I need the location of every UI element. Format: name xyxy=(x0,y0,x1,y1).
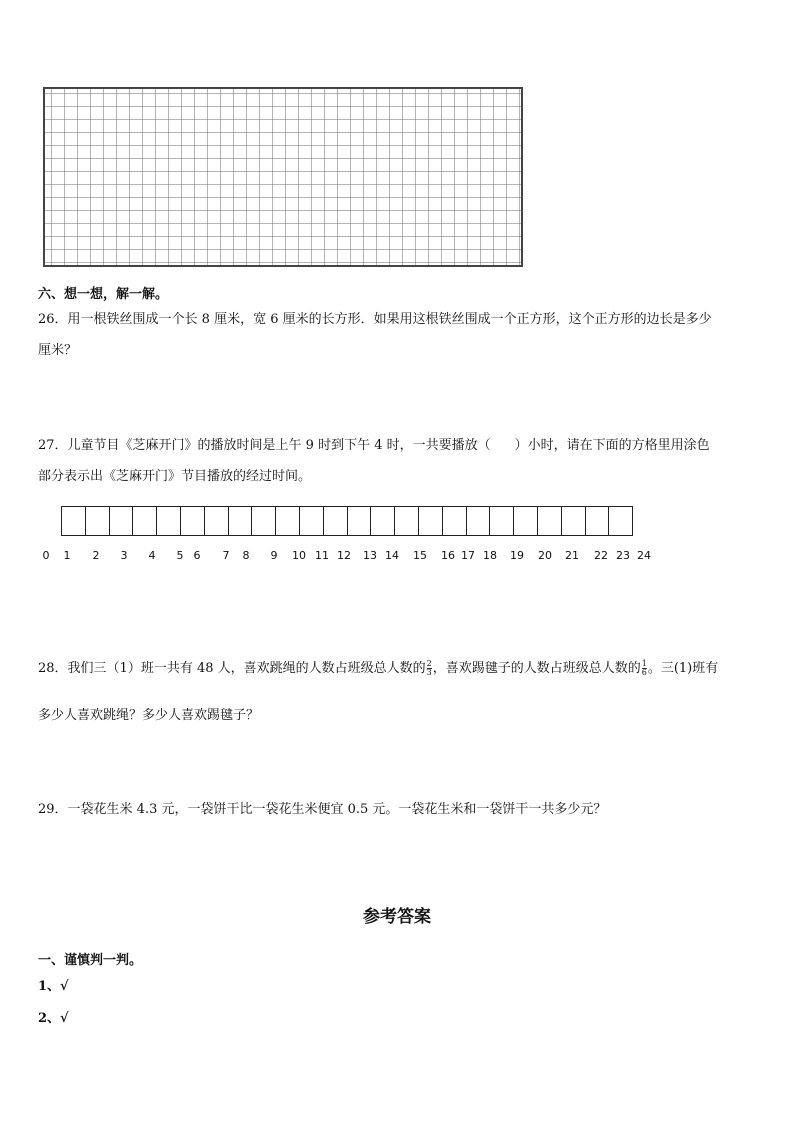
q27-line1-a: 27．儿童节目《芝麻开门》的播放时间是上午 9 时到下午 4 时，一共要播放（ xyxy=(38,438,491,453)
tick-label: 11 xyxy=(315,549,329,562)
tick-label: 21 xyxy=(565,549,579,562)
hour-cell-14[interactable] xyxy=(370,506,395,536)
tick-label: 3 xyxy=(120,549,128,562)
answer-item: 1、√ xyxy=(38,979,69,994)
tick-label: 18 xyxy=(483,549,497,562)
tick-label: 20 xyxy=(538,549,552,562)
hour-cell-17[interactable] xyxy=(442,506,467,536)
tick-label: 1 xyxy=(63,549,71,562)
hour-cell-13[interactable] xyxy=(347,506,372,536)
tick-label: 15 xyxy=(413,549,427,562)
tick-label: 14 xyxy=(385,549,399,562)
hour-cell-24[interactable] xyxy=(608,506,633,536)
tick-label: 6 xyxy=(193,549,201,562)
tick-label: 12 xyxy=(337,549,351,562)
q29-text: 29．一袋花生米 4.3 元，一袋饼干比一袋花生米便宜 0.5 元。一袋花生米和一袋饼干一共多少元？ xyxy=(38,802,607,817)
tick-label: 10 xyxy=(292,549,306,562)
hour-cell-9[interactable] xyxy=(251,506,276,536)
q26-line2: 厘米？ xyxy=(38,343,78,358)
tick-label: 16 xyxy=(441,549,455,562)
tick-label: 9 xyxy=(270,549,278,562)
tick-label: 8 xyxy=(242,549,250,562)
hour-cell-3[interactable] xyxy=(109,506,134,536)
hour-cell-12[interactable] xyxy=(323,506,348,536)
tick-label: 4 xyxy=(148,549,156,562)
q26-line1: 26．用一根铁丝围成一个长 8 厘米，宽 6 厘米的长方形．如果用这根铁丝围成一个正方形，这个正方形的边长是多少 xyxy=(38,312,712,327)
tick-label: 17 xyxy=(461,549,475,562)
fraction-one-sixth xyxy=(642,660,647,677)
hour-cell-1[interactable] xyxy=(61,506,86,536)
hour-cell-7[interactable] xyxy=(204,506,229,536)
tick-label: 19 xyxy=(510,549,524,562)
fraction-denominator: 6 xyxy=(641,668,647,677)
q28-line2: 多少人喜欢跳绳？多少人喜欢踢毽子？ xyxy=(38,708,260,723)
q28-part3: 。三(1)班有 xyxy=(647,661,719,676)
hour-cell-19[interactable] xyxy=(489,506,514,536)
hour-cell-6[interactable] xyxy=(180,506,205,536)
q27-line2: 部分表示出《芝麻开门》节目播放的经过时间。 xyxy=(38,469,312,484)
hour-cell-20[interactable] xyxy=(513,506,538,536)
fraction-denominator: 3 xyxy=(426,668,432,677)
hour-cell-11[interactable] xyxy=(299,506,324,536)
hour-cell-10[interactable] xyxy=(275,506,300,536)
q27-line1-b: ）小时，请在下面的方格里用涂色 xyxy=(514,438,710,453)
hour-cell-15[interactable] xyxy=(394,506,419,536)
hour-cell-2[interactable] xyxy=(85,506,110,536)
hour-cell-23[interactable] xyxy=(585,506,610,536)
hour-cell-16[interactable] xyxy=(418,506,443,536)
q28-line1 xyxy=(38,660,718,677)
q28-part2: ，喜欢踢毽子的人数占班级总人数的 xyxy=(432,661,641,676)
hour-strip xyxy=(61,506,632,536)
tick-label: 0 xyxy=(42,549,50,562)
hour-cell-21[interactable] xyxy=(537,506,562,536)
answers-title: 参考答案 xyxy=(363,907,431,927)
section-heading: 六、想一想，解一解。 xyxy=(38,287,169,302)
hour-cell-5[interactable] xyxy=(156,506,181,536)
hour-cell-8[interactable] xyxy=(228,506,253,536)
answers-heading: 一、谨慎判一判。 xyxy=(38,953,143,968)
tick-label: 13 xyxy=(363,549,377,562)
fraction-two-thirds xyxy=(427,660,432,677)
tick-label: 7 xyxy=(222,549,230,562)
answer-item: 2、√ xyxy=(38,1011,69,1026)
tick-label: 22 xyxy=(594,549,608,562)
tick-label: 24 xyxy=(637,549,651,562)
tick-label: 2 xyxy=(92,549,100,562)
fraction-numerator: 2 xyxy=(426,659,432,668)
hour-cell-18[interactable] xyxy=(466,506,491,536)
tick-label: 5 xyxy=(176,549,184,562)
hour-cell-22[interactable] xyxy=(561,506,586,536)
q28-part1: 28．我们三（1）班一共有 48 人，喜欢跳绳的人数占班级总人数的 xyxy=(38,661,426,676)
grid-paper-box xyxy=(43,87,523,267)
tick-label: 23 xyxy=(616,549,630,562)
hour-cell-4[interactable] xyxy=(132,506,157,536)
q27-line1 xyxy=(38,439,710,452)
fraction-numerator: 1 xyxy=(641,659,647,668)
